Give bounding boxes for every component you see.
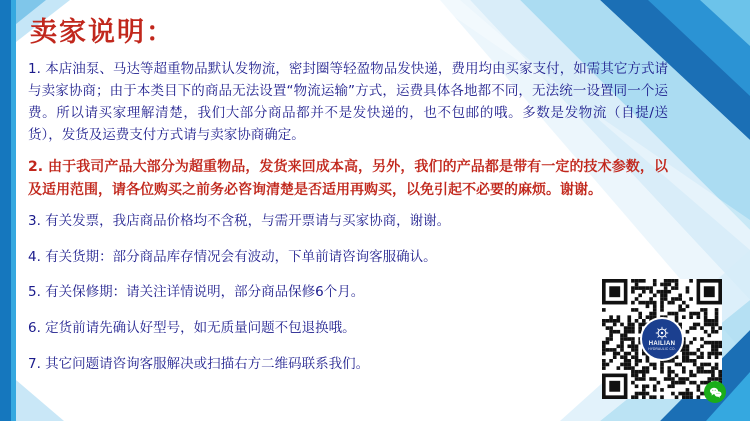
qr-code-block[interactable]	[602, 279, 722, 399]
notice-paragraph-3: 3. 有关发票，我店商品价格均不含税，与需开票请与买家协商，谢谢。	[28, 212, 451, 229]
wechat-icon	[704, 381, 726, 403]
notice-paragraph-7: 7. 其它问题请咨询客服解决或扫描右方二维码联系我们。	[28, 356, 370, 373]
ship-wheel-icon	[653, 326, 671, 340]
notice-paragraph-1: 1. 本店油泵、马达等超重物品默认发物流，密封圈等轻盈物品发快递，费用均由买家支付，如需其它方式请与卖家协商；由于本类目下的商品无法设置“物流运输”方式，运费具体各地都不同，无法统一设置同一个运费。所以请买家理解清楚，我们大部分商品都并不是发快递的，也不包邮的哦。多数是发物流（自提/送货），发货及运费支付方式请与卖家协商确定。	[28, 61, 668, 143]
notice-paragraph-5: 5. 有关保修期：请关注详情说明，部分商品保修6个月。	[28, 284, 365, 301]
notice-paragraph-6: 6. 定货前请先确认好型号，如无质量问题不包退换哦。	[28, 320, 356, 337]
notice-content	[28, 6, 668, 382]
logo-brand-text: HAILIAN	[648, 341, 676, 348]
wechat-glyph-icon	[709, 387, 722, 398]
logo-subtitle-text: HYDRAULIC CO.	[648, 347, 676, 352]
notice-paragraph-2: 2. 由于我司产品大部分为超重物品，发货来回成本高，另外，我们的产品都是带有一定的技术参数，以及适用范围，请各位购买之前务必咨询清楚是否适用再购买，以免引起不必要的麻烦。谢谢。	[28, 159, 668, 198]
notice-paragraph-4: 4. 有关货期：部分商品库存情况会有波动，下单前请咨询客服确认。	[28, 248, 437, 265]
page-title: 卖家说明：	[30, 17, 175, 48]
company-logo	[640, 317, 684, 361]
